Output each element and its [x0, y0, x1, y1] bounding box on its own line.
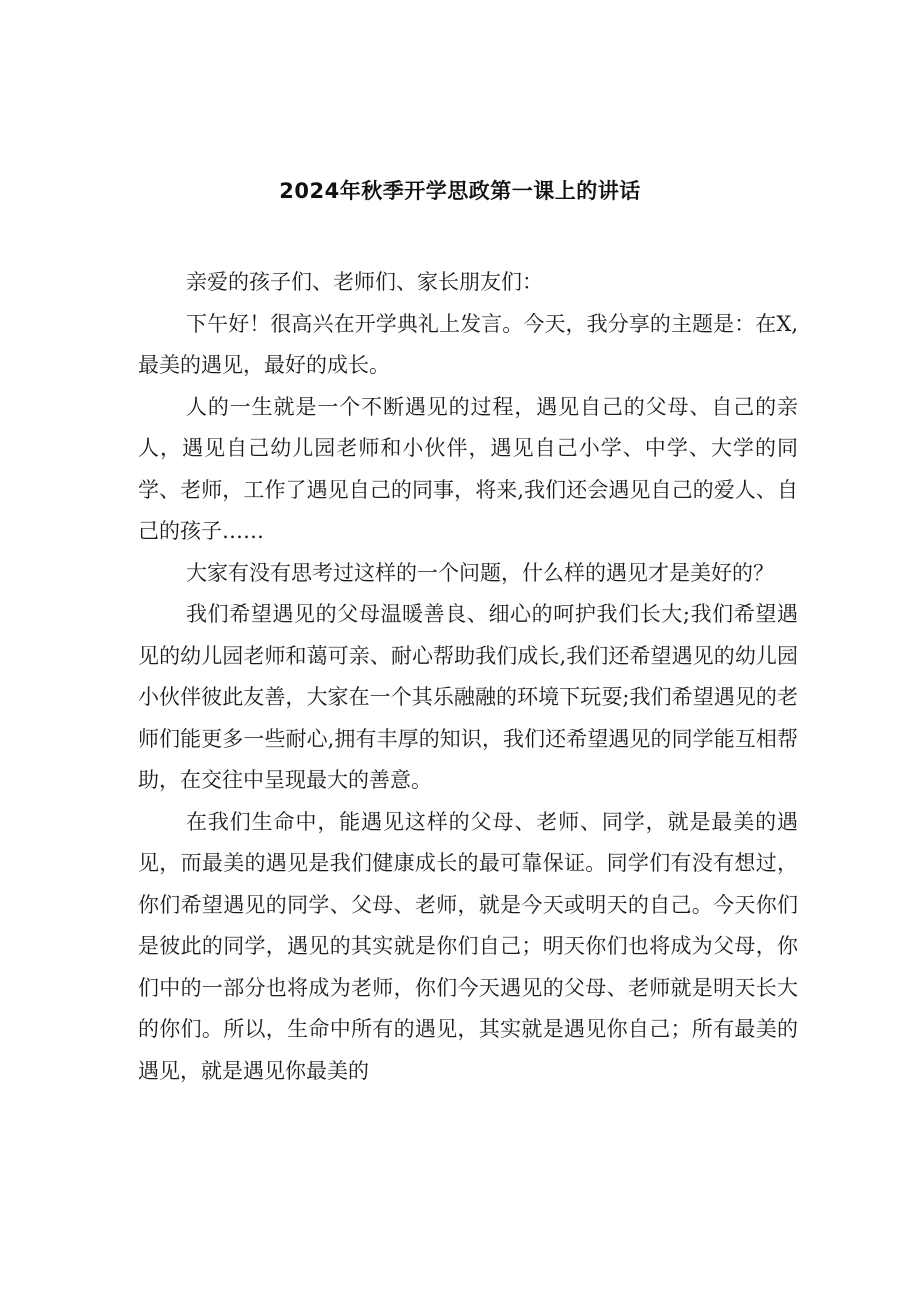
paragraph-opening: 下午好！很高兴在开学典礼上发言。今天，我分享的主题是：在X,最美的遇见，最好的成长。	[138, 311, 798, 377]
paragraph-question: 大家有没有思考过这样的一个问题，什么样的遇见才是美好的？	[186, 560, 774, 585]
paragraph-encounters: 人的一生就是一个不断遇见的过程，遇见自己的父母、自己的亲人，遇见自己幼儿园老师和小伙伴，遇见自己小学、中学、大学的同学、老师，工作了遇见自己的同事，将来,我们还会遇见自己的爱人、自己的孩子……	[138, 394, 798, 543]
paragraph-greeting: 亲爱的孩子们、老师们、家长朋友们：	[186, 270, 543, 294]
paragraph-reflection: 在我们生命中，能遇见这样的父母、老师、同学，就是最美的遇见，而最美的遇见是我们健康成长的最可靠保证。同学们有没有想过，你们希望遇见的同学、父母、老师，就是今天或明天的自己。今天你们是彼此的同学，遇见的其实就是你们自己；明天你们也将成为父母，你们中的一部分也将成为老师，你们今天遇见的父母、老师就是明天长大的你们。所以，生命中所有的遇见，其实就是遇见你自己；所有最美的遇见，就是遇见你最美的	[138, 809, 798, 1083]
paragraph-hopes: 我们希望遇见的父母温暖善良、细心的呵护我们长大;我们希望遇见的幼儿园老师和蔼可亲、耐心帮助我们成长,我们还希望遇见的幼儿园小伙伴彼此友善，大家在一个其乐融融的环境下玩耍;我们希望遇见的老师们能更多一些耐心,拥有丰厚的知识，我们还希望遇见的同学能互相帮助，在交往中呈现最大的善意。	[138, 602, 798, 792]
document-title: 2024年秋季开学思政第一课上的讲话	[279, 179, 641, 203]
document-body	[138, 262, 798, 1092]
